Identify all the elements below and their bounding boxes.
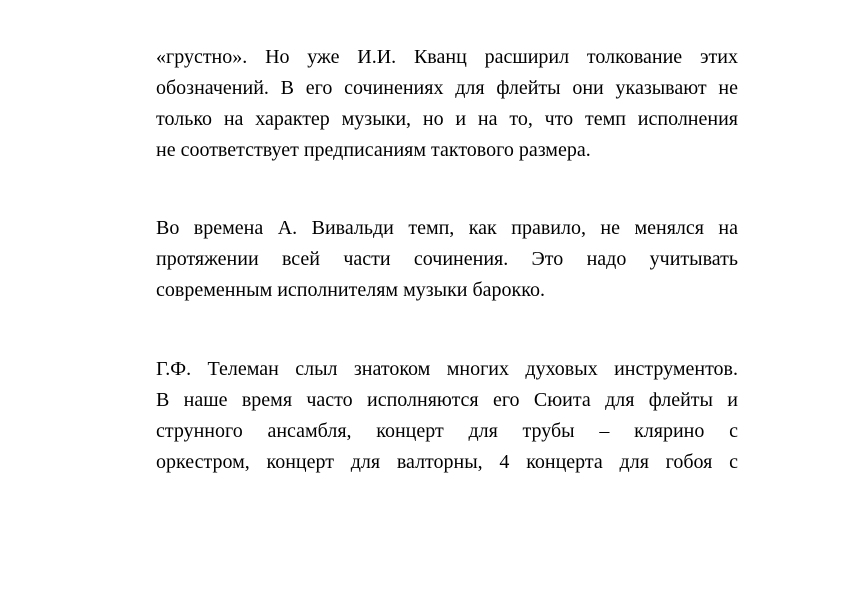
paragraph-1: [156, 42, 738, 166]
paragraph-1-line-3: только на характер музыки, но и на то, что темп исполнения: [156, 108, 738, 130]
paragraph-3-line-1: Г.Ф. Телеман слыл знатоком многих духовых инструментов.: [156, 358, 738, 380]
paragraph-3-line-2: В наше время часто исполняются его Сюита для флейты и: [156, 389, 738, 411]
paragraph-2-line-2: протяжении всей части сочинения. Это надо учитывать: [156, 248, 738, 270]
paragraph-2-line-3: современным исполнителям музыки барокко.: [156, 279, 545, 301]
paragraph-1-line-2: обозначений. В его сочинениях для флейты они указывают не: [156, 77, 738, 99]
paragraph-2-line-1: Во времена А. Вивальди темп, как правило, не менялся на: [156, 217, 738, 239]
paragraph-1-line-1: «грустно». Но уже И.И. Кванц расширил толкование этих: [156, 46, 738, 68]
paragraph-1-line-4: не соответствует предписаниям тактового размера.: [156, 139, 591, 161]
paragraph-2: [156, 213, 738, 306]
paragraph-3: [156, 354, 738, 478]
paragraph-3-line-4: оркестром, концерт для валторны, 4 концерта для гобоя с: [156, 451, 738, 473]
paragraph-3-line-3: струнного ансамбля, концерт для трубы – клярино с: [156, 420, 738, 442]
